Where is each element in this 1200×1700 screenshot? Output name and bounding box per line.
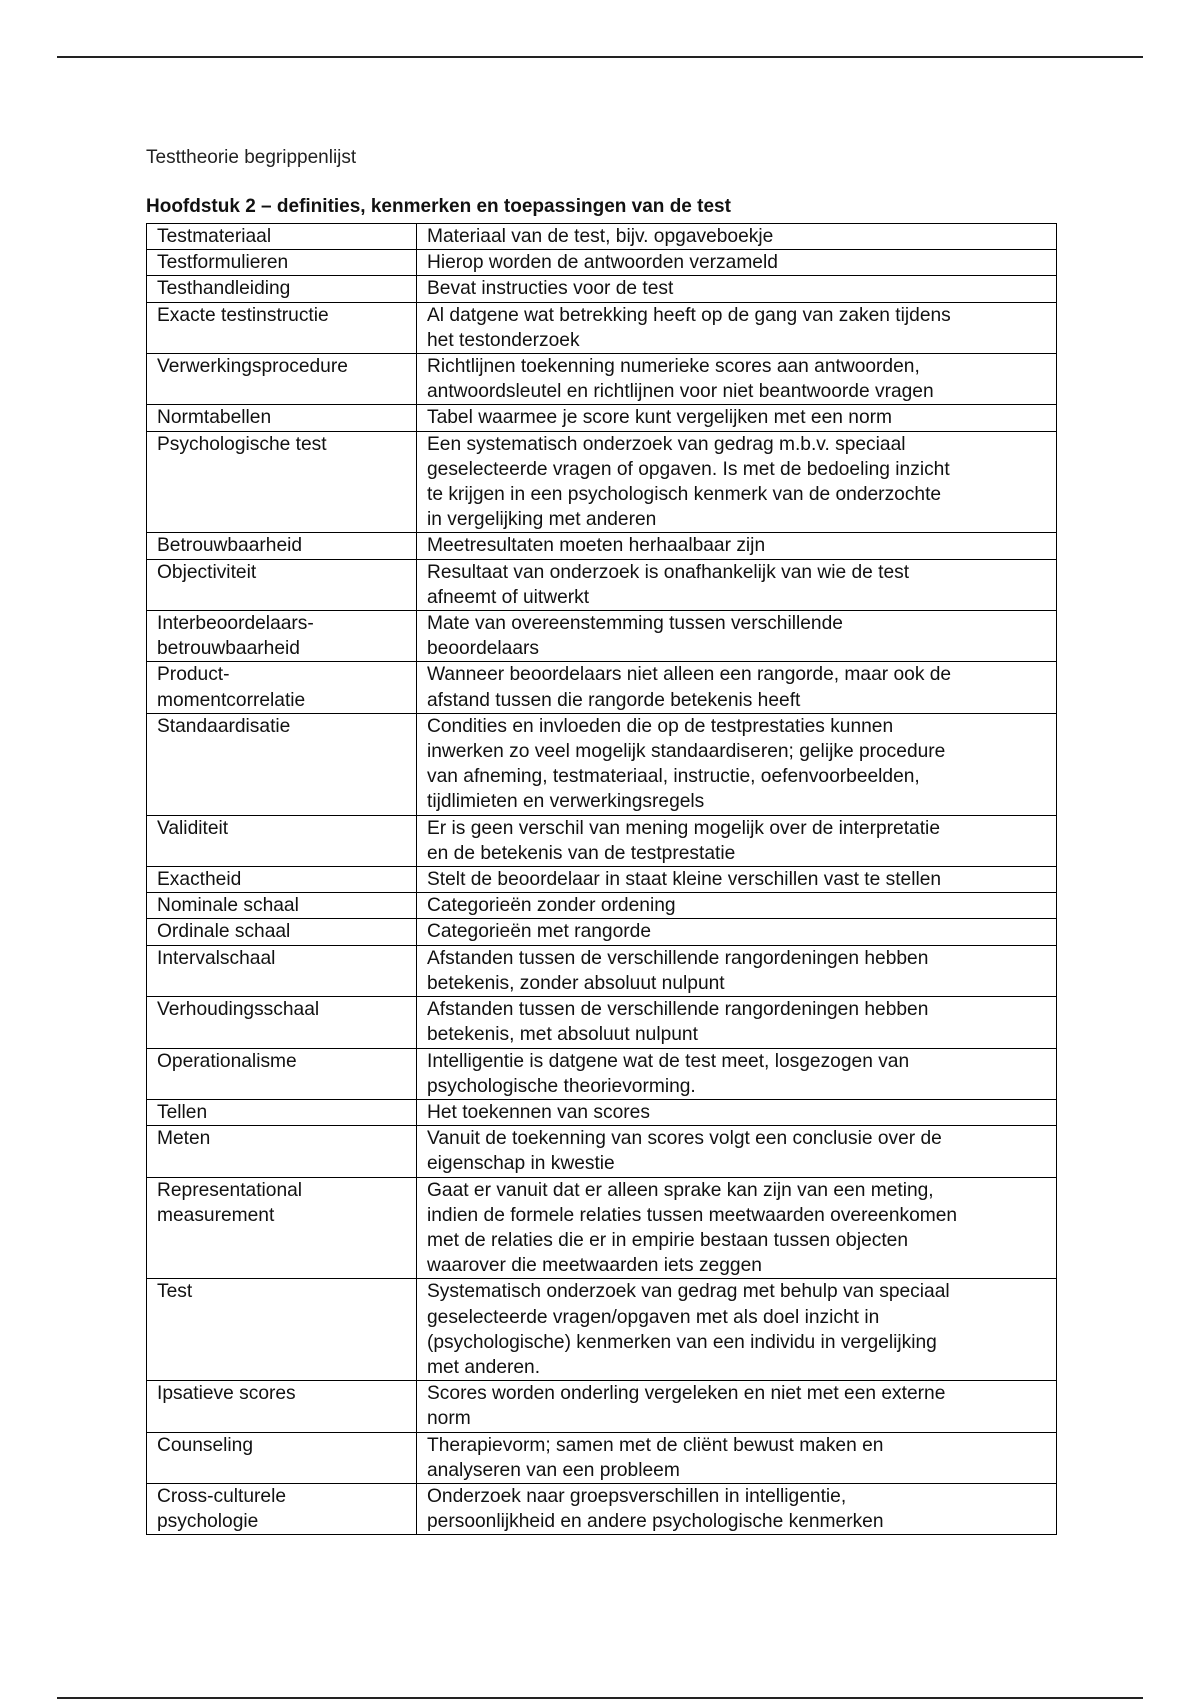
glossary-term: Verwerkingsprocedure: [147, 354, 417, 405]
glossary-row: [147, 919, 1057, 945]
glossary-row: [147, 559, 1057, 610]
glossary-row: [147, 893, 1057, 919]
glossary-definition: Vanuit de toekenning van scores volgt een conclusie over de eigenschap in kwestie: [417, 1126, 1057, 1177]
glossary-definition: Hierop worden de antwoorden verzameld: [417, 250, 1057, 276]
glossary-row: [147, 1099, 1057, 1125]
glossary-row: [147, 815, 1057, 866]
glossary-row: [147, 405, 1057, 431]
glossary-term: Betrouwbaarheid: [147, 533, 417, 559]
glossary-definition: Condities en invloeden die op de testprestaties kunnen inwerken zo veel mogelijk standaardiseren; gelijke procedure van afneming, testmateriaal, instructie, oefenvoorbeelden, tijdlimieten en verwerkingsregels: [417, 713, 1057, 815]
glossary-definition: Onderzoek naar groepsverschillen in intelligentie, persoonlijkheid en andere psychologische kenmerken: [417, 1483, 1057, 1534]
glossary-term: Exacte testinstructie: [147, 302, 417, 353]
glossary-term: Exactheid: [147, 867, 417, 893]
page-bottom-rule: [57, 1697, 1143, 1699]
glossary-table: [146, 223, 1057, 1535]
glossary-row: [147, 997, 1057, 1048]
glossary-term: Cross-culturele psychologie: [147, 1483, 417, 1534]
glossary-term: Standaardisatie: [147, 713, 417, 815]
glossary-term: Verhoudingsschaal: [147, 997, 417, 1048]
glossary-definition: Wanneer beoordelaars niet alleen een rangorde, maar ook de afstand tussen die rangorde betekenis heeft: [417, 662, 1057, 713]
glossary-row: [147, 713, 1057, 815]
glossary-row: [147, 611, 1057, 662]
glossary-term: Counseling: [147, 1432, 417, 1483]
glossary-definition: Het toekennen van scores: [417, 1099, 1057, 1125]
glossary-row: [147, 302, 1057, 353]
glossary-term: Ipsatieve scores: [147, 1381, 417, 1432]
glossary-term: Nominale schaal: [147, 893, 417, 919]
glossary-row: [147, 1483, 1057, 1534]
glossary-definition: Resultaat van onderzoek is onafhankelijk van wie de test afneemt of uitwerkt: [417, 559, 1057, 610]
glossary-row: [147, 276, 1057, 302]
glossary-term: Product- momentcorrelatie: [147, 662, 417, 713]
glossary-definition: Tabel waarmee je score kunt vergelijken met een norm: [417, 405, 1057, 431]
glossary-term: Interbeoordelaars- betrouwbaarheid: [147, 611, 417, 662]
glossary-definition: Materiaal van de test, bijv. opgaveboekje: [417, 224, 1057, 250]
glossary-term: Meten: [147, 1126, 417, 1177]
glossary-definition: Intelligentie is datgene wat de test meet, losgezogen van psychologische theorievorming.: [417, 1048, 1057, 1099]
glossary-term: Objectiviteit: [147, 559, 417, 610]
glossary-definition: Categorieën zonder ordening: [417, 893, 1057, 919]
document-title: Testtheorie begrippenlijst: [146, 147, 357, 168]
section-heading: Hoofdstuk 2 – definities, kenmerken en toepassingen van de test: [146, 196, 731, 217]
glossary-row: [147, 533, 1057, 559]
glossary-row: [147, 1432, 1057, 1483]
glossary-definition: Mate van overeenstemming tussen verschillende beoordelaars: [417, 611, 1057, 662]
glossary-row: [147, 1381, 1057, 1432]
glossary-term: Intervalschaal: [147, 945, 417, 996]
glossary-term: Test: [147, 1279, 417, 1381]
glossary-row: [147, 354, 1057, 405]
glossary-term: Representational measurement: [147, 1177, 417, 1279]
glossary-definition: Afstanden tussen de verschillende rangordeningen hebben betekenis, met absoluut nulpunt: [417, 997, 1057, 1048]
glossary-definition: Categorieën met rangorde: [417, 919, 1057, 945]
glossary-definition: Stelt de beoordelaar in staat kleine verschillen vast te stellen: [417, 867, 1057, 893]
glossary-term: Ordinale schaal: [147, 919, 417, 945]
glossary-definition: Gaat er vanuit dat er alleen sprake kan zijn van een meting, indien de formele relaties tussen meetwaarden overeenkomen met de relaties die er in empirie bestaan tussen objecten waarover die meetwaarden iets zeggen: [417, 1177, 1057, 1279]
glossary-term: Validiteit: [147, 815, 417, 866]
glossary-term: Normtabellen: [147, 405, 417, 431]
glossary-row: [147, 945, 1057, 996]
glossary-row: [147, 1048, 1057, 1099]
glossary-body: [147, 224, 1057, 1535]
glossary-row: [147, 1177, 1057, 1279]
glossary-definition: Richtlijnen toekenning numerieke scores aan antwoorden, antwoordsleutel en richtlijnen voor niet beantwoorde vragen: [417, 354, 1057, 405]
glossary-row: [147, 431, 1057, 533]
glossary-term: Psychologische test: [147, 431, 417, 533]
glossary-row: [147, 1279, 1057, 1381]
glossary-definition: Een systematisch onderzoek van gedrag m.b.v. speciaal geselecteerde vragen of opgaven. Is met de bedoeling inzicht te krijgen in een psychologisch kenmerk van de onderzochte in vergelijking met anderen: [417, 431, 1057, 533]
glossary-term: Operationalisme: [147, 1048, 417, 1099]
page-top-rule: [57, 56, 1143, 58]
glossary-row: [147, 662, 1057, 713]
glossary-row: [147, 867, 1057, 893]
glossary-row: [147, 224, 1057, 250]
glossary-definition: Therapievorm; samen met de cliënt bewust maken en analyseren van een probleem: [417, 1432, 1057, 1483]
glossary-definition: Er is geen verschil van mening mogelijk over de interpretatie en de betekenis van de testprestatie: [417, 815, 1057, 866]
glossary-row: [147, 1126, 1057, 1177]
glossary-term: Testformulieren: [147, 250, 417, 276]
glossary-term: Testhandleiding: [147, 276, 417, 302]
glossary-term: Testmateriaal: [147, 224, 417, 250]
glossary-term: Tellen: [147, 1099, 417, 1125]
glossary-definition: Scores worden onderling vergeleken en niet met een externe norm: [417, 1381, 1057, 1432]
glossary-definition: Meetresultaten moeten herhaalbaar zijn: [417, 533, 1057, 559]
glossary-definition: Systematisch onderzoek van gedrag met behulp van speciaal geselecteerde vragen/opgaven met als doel inzicht in (psychologische) kenmerken van een individu in vergelijking met anderen.: [417, 1279, 1057, 1381]
glossary-definition: Al datgene wat betrekking heeft op de gang van zaken tijdens het testonderzoek: [417, 302, 1057, 353]
glossary-row: [147, 250, 1057, 276]
glossary-definition: Afstanden tussen de verschillende rangordeningen hebben betekenis, zonder absoluut nulpunt: [417, 945, 1057, 996]
glossary-definition: Bevat instructies voor de test: [417, 276, 1057, 302]
